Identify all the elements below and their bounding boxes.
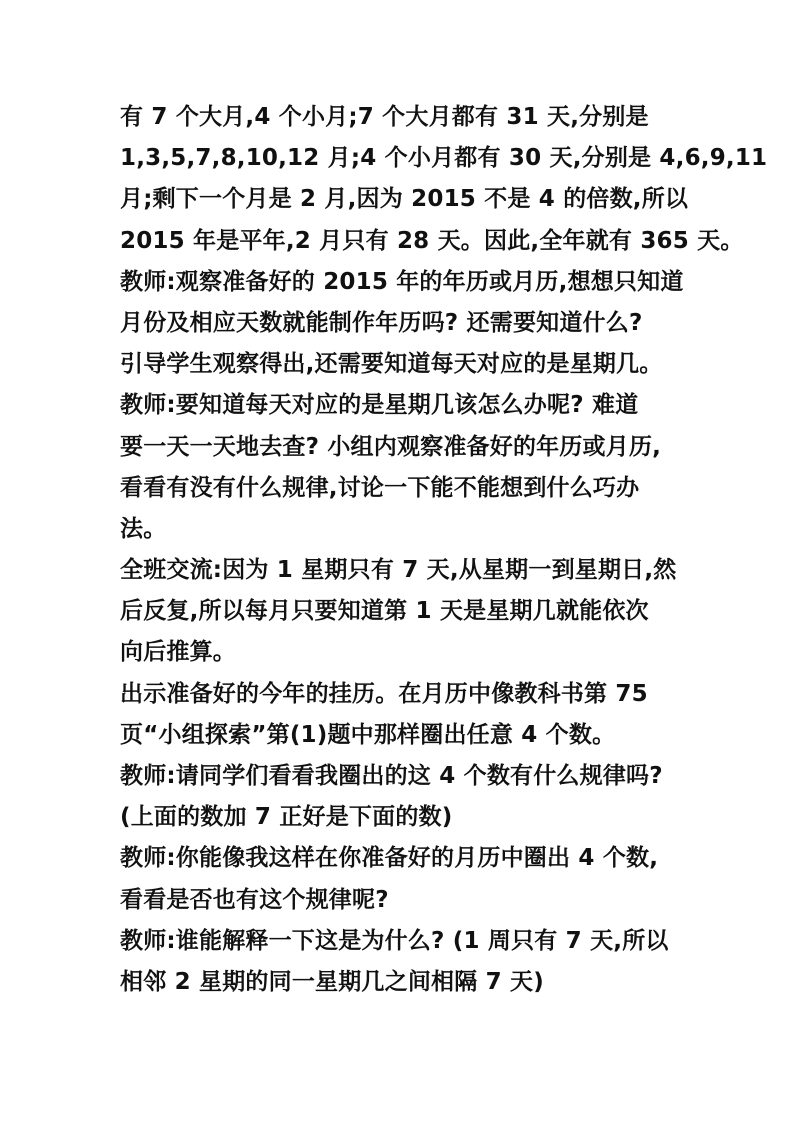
text-line: (上面的数加 7 正好是下面的数) [120,804,453,831]
text-line: 1,3,5,7,8,10,12 月;4 个小月都有 30 天,分别是 4,6,9,11 [120,145,768,172]
document-body [120,97,768,1003]
text-line: 教师:请同学们看看我圈出的这 4 个数有什么规律吗? [120,763,663,789]
text-line: 全班交流:因为 1 星期只有 7 天,从星期一到星期日,然 [120,557,677,584]
text-line: 看看有没有什么规律,讨论一下能不能想到什么巧办 [120,474,640,501]
text-line: 相邻 2 星期的同一星期几之间相隔 7 天) [120,968,544,995]
text-line: 教师:要知道每天对应的是星期几该怎么办呢? 难道 [120,392,639,419]
text-line: 教师:你能像我这样在你准备好的月历中圈出 4 个数, [120,845,659,872]
text-line: 2015 年是平年,2 月只有 28 天。因此,全年就有 365 天。 [120,227,744,254]
text-line: 向后推算。 [120,639,236,666]
text-line: 月份及相应天数就能制作年历吗? 还需要知道什么? [120,309,643,336]
text-line: 月;剩下一个月是 2 月,因为 2015 不是 4 的倍数,所以 [120,186,689,213]
text-line: 有 7 个大月,4 个小月;7 个大月都有 31 天,分别是 [120,104,649,130]
text-line: 教师:观察准备好的 2015 年的年历或月历,想想只知道 [120,268,684,295]
text-line: 出示准备好的今年的挂历。在月历中像教科书第 75 [120,680,648,707]
text-line: 页“小组探索”第(1)题中那样圈出任意 4 个数。 [120,721,616,748]
text-line: 法。 [120,515,167,542]
text-line: 引导学生观察得出,还需要知道每天对应的是星期几。 [120,351,663,378]
text-line: 看看是否也有这个规律呢? [120,886,389,913]
text-line: 后反复,所以每月只要知道第 1 天是星期几就能依次 [120,598,649,625]
text-line: 教师:谁能解释一下这是为什么? (1 周只有 7 天,所以 [120,927,669,954]
text-line: 要一天一天地去查? 小组内观察准备好的年历或月历, [120,433,662,460]
